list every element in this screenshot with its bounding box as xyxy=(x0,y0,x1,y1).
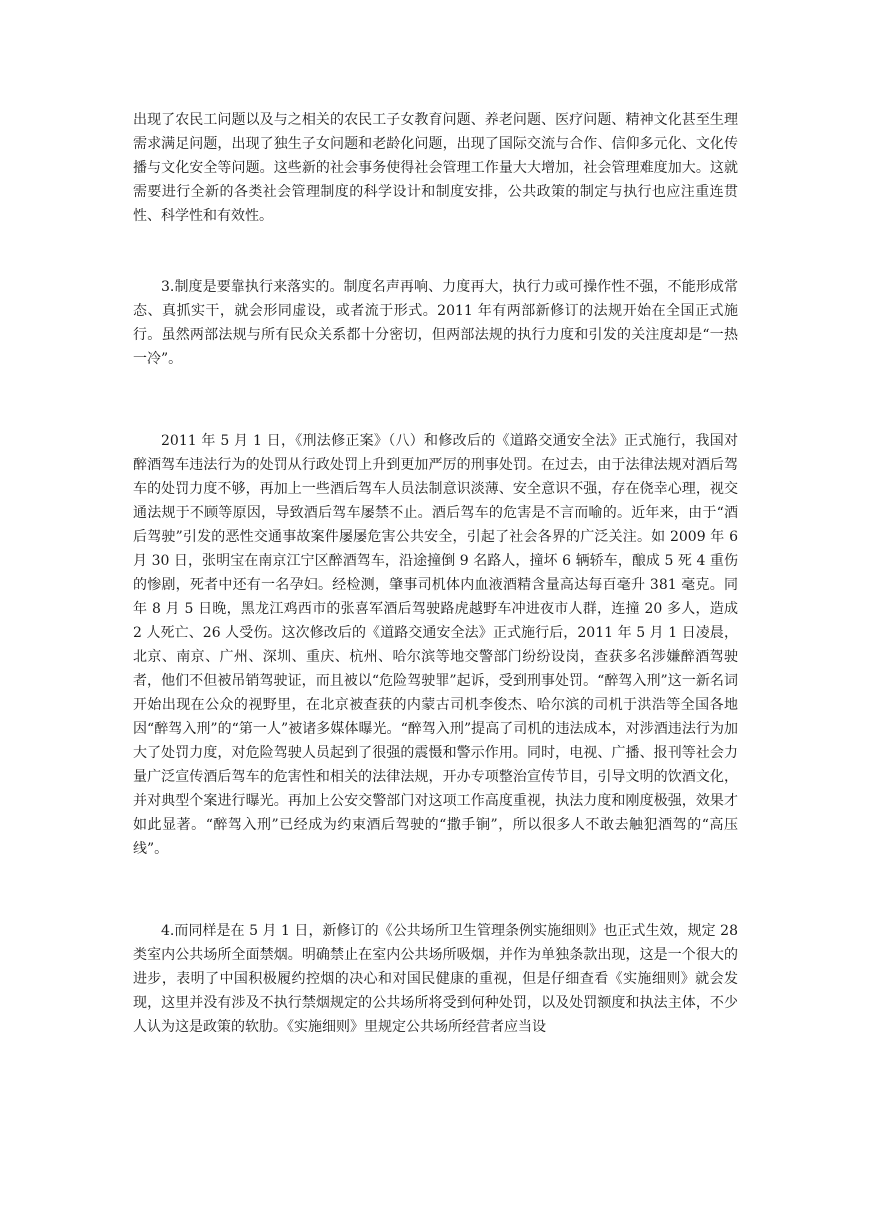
paragraph-3-institution-execution: 3.制度是要靠执行来落实的。制度名声再响、力度再大，执行力或可操作性不强，不能形成常态、真抓实干，就会形同虚设，或者流于形式。2011 年有两部新修订的法规开始在全国正式施行。虽然两部法规与所有民众关系都十分密切，但两部法规的执行力度和引发的关注度却是“一热一冷”。 xyxy=(133,279,738,367)
paragraph-4-smoking-ban: 4.而同样是在 5 月 1 日，新修订的《公共场所卫生管理条例实施细则》也正式生效，规定 28 类室内公共场所全面禁烟。明确禁止在室内公共场所吸烟，并作为单独条款出现，这是一个很大的进步，表明了中国积极履约控烟的决心和对国民健康的重视，但是仔细查看《实施细则》就会发现，这里并没有涉及不执行禁烟规定的公共场所将受到何种处罚，以及处罚额度和执法主体，不少人认为这是政策的软肋。《实施细则》里规定公共场所经营者应当设 xyxy=(133,923,738,1035)
paragraph-drunk-driving-law: 2011 年 5 月 1 日，《刑法修正案》（八）和修改后的《道路交通安全法》正式施行，我国对醉酒驾车违法行为的处罚从行政处罚上升到更加严厉的刑事处罚。在过去，由于法律法规对酒后驾车的处罚力度不够，再加上一些酒后驾车人员法制意识淡薄、安全意识不强，存在侥幸心理，视交通法规于不顾等原因，导致酒后驾车屡禁不止。酒后驾车的危害是不言而喻的。近年来，由于“酒后驾驶”引发的恶性交通事故案件屡屡危害公共安全，引起了社会各界的广泛关注。如 2009 年 6 月 30 日，张明宝在南京江宁区醉酒驾车，沿途撞倒 9 名路人，撞坏 6 辆轿车，酿成 5 死 4 重伤的惨剧，死者中还有一名孕妇。经检测，肇事司机体内血液酒精含量高达每百毫升 381 毫克。同年 8 月 5 日晚，黑龙江鸡西市的张喜军酒后驾驶路虎越野车冲进夜市人群，连撞 20 多人，造成 2 人死亡、26 人受伤。这次修改后的《道路交通安全法》正式施行后，2011 年 5 月 1 日凌晨，北京、南京、广州、深圳、重庆、杭州、哈尔滨等地交警部门纷纷设岗，查获多名涉嫌醉酒驾驶者，他们不但被吊销驾驶证，而且被以“危险驾驶罪”起诉，受到刑事处罚。“醉驾入刑”这一新名词开始出现在公众的视野里，在北京被查获的内蒙古司机李俊杰、哈尔滨的司机于洪浩等全国各地因“醉驾入刑”的“第一人”被诸多媒体曝光。“醉驾入刑”提高了司机的违法成本，对涉酒违法行为加大了处罚力度，对危险驾驶人员起到了很强的震慑和警示作用。同时，电视、广播、报刊等社会力量广泛宣传酒后驾车的危害性和相关的法律法规，开办专项整治宣传节目，引导文明的饮酒文化，并对典型个案进行曝光。再加上公安交警部门对这项工作高度重视，执法力度和刚度极强，效果才如此显著。“醉驾入刑”已经成为约束酒后驾驶的“撒手锏”，所以很多人不敢去触犯酒驾的“高压线”。 xyxy=(133,433,738,857)
paragraph-continuation: 出现了农民工问题以及与之相关的农民工子女教育问题、养老问题、医疗问题、精神文化甚至生理需求满足问题，出现了独生子女问题和老龄化问题，出现了国际交流与合作、信仰多元化、文化传播与文化安全等问题。这些新的社会事务使得社会管理工作量大大增加，社会管理难度加大。这就需要进行全新的各类社会管理制度的科学设计和制度安排，公共政策的制定与执行也应注重连贯性、科学性和有效性。 xyxy=(133,112,738,224)
document-page xyxy=(133,108,738,1039)
